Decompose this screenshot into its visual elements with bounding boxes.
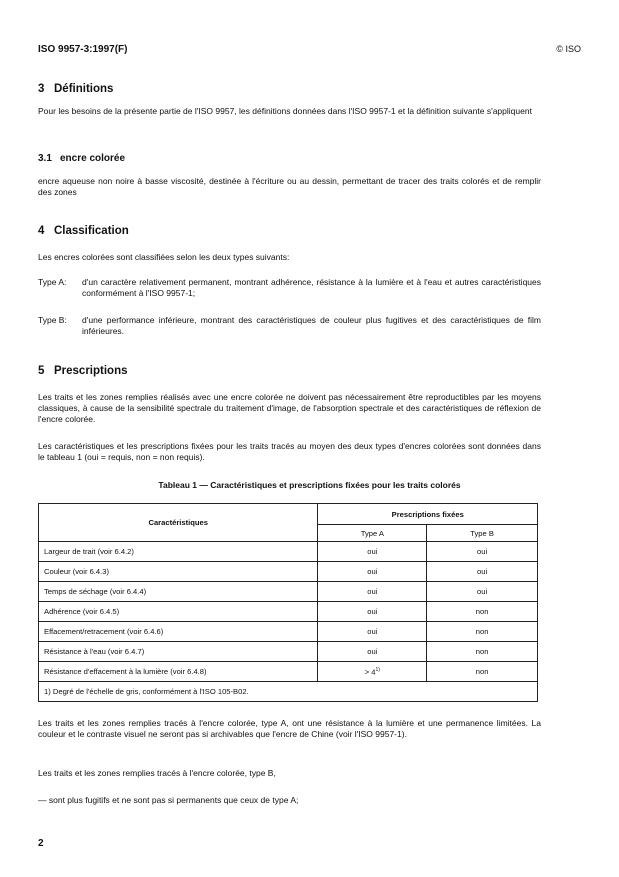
table-cell: Couleur (voir 6.4.3) xyxy=(39,562,318,582)
table-cell: non xyxy=(427,622,538,642)
section-5-heading xyxy=(38,365,128,377)
paragraph: Les caractéristiques et les prescriptions fixées pour les traits tracés au moyen des deux types d'encres colorées sont données dans le tableau 1 (oui = requis, non = non requis). xyxy=(38,441,541,462)
requirements-table xyxy=(38,503,538,702)
table-cell: non xyxy=(427,642,538,662)
table-row xyxy=(39,562,538,582)
table-cell: oui xyxy=(427,542,538,562)
table-cell: oui xyxy=(427,562,538,582)
table-row xyxy=(39,642,538,662)
table-cell: non xyxy=(427,602,538,622)
table-cell: Résistance d'effacement à la lumière (voir 6.4.8) xyxy=(39,662,318,682)
document-id: ISO 9957-3:1997(F) xyxy=(38,44,128,55)
column-header: Caractéristiques xyxy=(39,504,318,542)
table-cell: oui xyxy=(318,582,427,602)
table-row xyxy=(39,622,538,642)
table-cell: Adhérence (voir 6.4.5) xyxy=(39,602,318,622)
column-subheader: Type B xyxy=(427,525,538,542)
table-cell: oui xyxy=(427,582,538,602)
table-cell: Largeur de trait (voir 6.4.2) xyxy=(39,542,318,562)
paragraph: Pour les besoins de la présente partie de l'ISO 9957, les définitions données dans l'ISO 9957-1 et la définition suivante s'appliquent xyxy=(38,106,532,116)
table-cell: oui xyxy=(318,622,427,642)
paragraph: Les traits et les zones remplies réalisés avec une encre colorée ne doivent pas nécessairement être reproductibles par les moyens classiques, à cause de la sensibilité spectrale du traitement d'image, de l'absorption spectrale et des caractéristiques de réflexion de l'encre colorée. xyxy=(38,392,541,424)
type-b-definition xyxy=(38,315,541,337)
subsection-3-1-heading xyxy=(38,153,125,164)
subsection-title: encre colorée xyxy=(60,153,126,164)
table-cell: oui xyxy=(318,642,427,662)
paragraph: encre aqueuse non noire à basse viscosité, destinée à l'écriture ou au dessin, permettant de tracer des traits colorés et de remplir des zones xyxy=(38,176,541,197)
table-row xyxy=(39,582,538,602)
table-row xyxy=(39,542,538,562)
cell-value: > 4 xyxy=(364,667,376,677)
section-number: 3 xyxy=(38,83,45,95)
table-cell xyxy=(318,662,427,682)
paragraph: Les traits et les zones remplies tracés à l'encre colorée, type A, ont une résistance à la lumière et une permanence limitées. La couleur et le contraste visuel ne seront pas si archivables que l'encre de Chine (voir l'ISO 9957-1). xyxy=(38,718,541,739)
table-cell: oui xyxy=(318,602,427,622)
table-footnote: 1) Degré de l'échelle de gris, conformément à l'ISO 105-B02. xyxy=(39,682,538,702)
type-b-label: Type B: xyxy=(38,315,67,325)
section-number: 5 xyxy=(38,365,45,377)
table-caption: Tableau 1 — Caractéristiques et prescriptions fixées pour les traits colorés xyxy=(158,480,461,490)
copyright: © ISO xyxy=(556,44,581,54)
table-row xyxy=(39,602,538,622)
paragraph: Les traits et les zones remplies tracés à l'encre colorée, type B, xyxy=(38,768,276,778)
table-cell: Résistance à l'eau (voir 6.4.7) xyxy=(39,642,318,662)
table-cell: Temps de séchage (voir 6.4.4) xyxy=(39,582,318,602)
table-footnote-row xyxy=(39,682,538,702)
table-cell: oui xyxy=(318,542,427,562)
table-row xyxy=(39,662,538,682)
type-b-text: d'une performance inférieure, montrant des caractéristiques de couleur plus fugitives et des caractéristiques de film inférieures. xyxy=(82,315,541,336)
table-cell: Effacement/retracement (voir 6.4.6) xyxy=(39,622,318,642)
footnote-marker: 1) xyxy=(375,666,380,673)
type-a-text: d'un caractère relativement permanent, montrant adhérence, résistance à la lumière et à l'eau et autres caractéristiques conformément à l'ISO 9957-1; xyxy=(82,277,541,298)
section-4-heading xyxy=(38,225,129,237)
page-number: 2 xyxy=(38,838,44,849)
subsection-number: 3.1 xyxy=(38,153,52,164)
column-subheader: Type A xyxy=(318,525,427,542)
section-title: Prescriptions xyxy=(54,365,128,377)
section-number: 4 xyxy=(38,225,45,237)
section-title: Classification xyxy=(54,225,129,237)
list-item: — sont plus fugitifs et ne sont pas si permanents que ceux de type A; xyxy=(38,795,299,805)
section-title: Définitions xyxy=(54,83,114,95)
type-a-label: Type A: xyxy=(38,277,67,287)
paragraph: Les encres colorées sont classifiées selon les deux types suivants: xyxy=(38,252,290,262)
table-cell: non xyxy=(427,662,538,682)
column-header: Prescriptions fixées xyxy=(318,504,538,525)
type-a-definition xyxy=(38,277,541,299)
table-cell: oui xyxy=(318,562,427,582)
section-3-heading xyxy=(38,83,113,95)
